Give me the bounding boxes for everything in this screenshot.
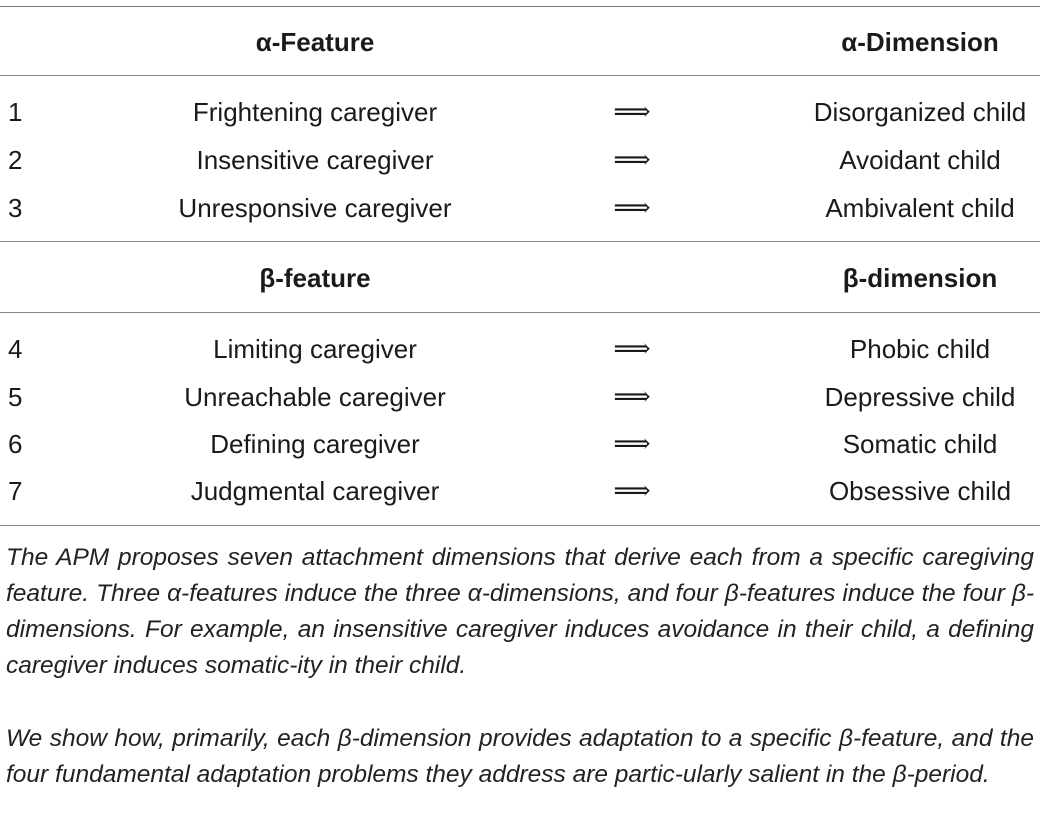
caregiver-feature: Unreachable caregiver [184, 382, 446, 412]
implies-arrow-icon: ⟹ [613, 145, 651, 175]
row-number: 1 [8, 97, 23, 127]
implies-arrow-icon: ⟹ [613, 334, 651, 364]
child-dimension: Avoidant child [839, 145, 1001, 175]
caregiver-feature: Limiting caregiver [213, 334, 417, 364]
child-dimension: Disorganized child [813, 97, 1027, 127]
section-divider-rule [0, 241, 1040, 242]
table-footnote-paragraph-2: We show how, primarily, each β-dimension provides adaptation to a specific β-feature, and the four fundamental adaptation problems they address are partic-ularly salient in the β-period. [6, 725, 1034, 788]
child-dimension: Phobic child [849, 334, 991, 364]
row-number: 6 [8, 429, 23, 459]
implies-arrow-icon: ⟹ [613, 193, 651, 223]
caregiver-feature: Unresponsive caregiver [178, 193, 452, 223]
table-top-rule [0, 6, 1040, 7]
child-dimension: Somatic child [842, 429, 998, 459]
caregiver-feature: Defining caregiver [210, 429, 420, 459]
implies-arrow-icon: ⟹ [613, 476, 651, 506]
alpha-header-rule [0, 75, 1040, 76]
child-dimension: Obsessive child [828, 476, 1012, 506]
beta-header-rule [0, 312, 1040, 313]
caregiver-feature: Frightening caregiver [192, 97, 438, 127]
table-bottom-rule [0, 525, 1040, 526]
alpha-feature-header: α-Feature [255, 27, 375, 57]
alpha-dimension-header: α-Dimension [841, 27, 999, 57]
row-number: 4 [8, 334, 23, 364]
row-number: 3 [8, 193, 23, 223]
child-dimension: Depressive child [824, 382, 1016, 412]
child-dimension: Ambivalent child [825, 193, 1015, 223]
implies-arrow-icon: ⟹ [613, 97, 651, 127]
caregiver-feature: Insensitive caregiver [196, 145, 434, 175]
implies-arrow-icon: ⟹ [613, 382, 651, 412]
beta-dimension-header: β-dimension [842, 263, 998, 293]
row-number: 7 [8, 476, 23, 506]
row-number: 5 [8, 382, 23, 412]
beta-feature-header: β-feature [259, 263, 371, 293]
table-footnote-paragraph-1: The APM proposes seven attachment dimensions that derive each from a specific caregiving feature. Three α-features induce the three α-dimensions, and four β-features induce the four β-dimensions. For example, an insensitive caregiver induces avoidance in their child, a defining caregiver induces somatic-ity in their child. [6, 544, 1034, 679]
caregiver-feature: Judgmental caregiver [190, 476, 440, 506]
row-number: 2 [8, 145, 23, 175]
implies-arrow-icon: ⟹ [613, 429, 651, 459]
